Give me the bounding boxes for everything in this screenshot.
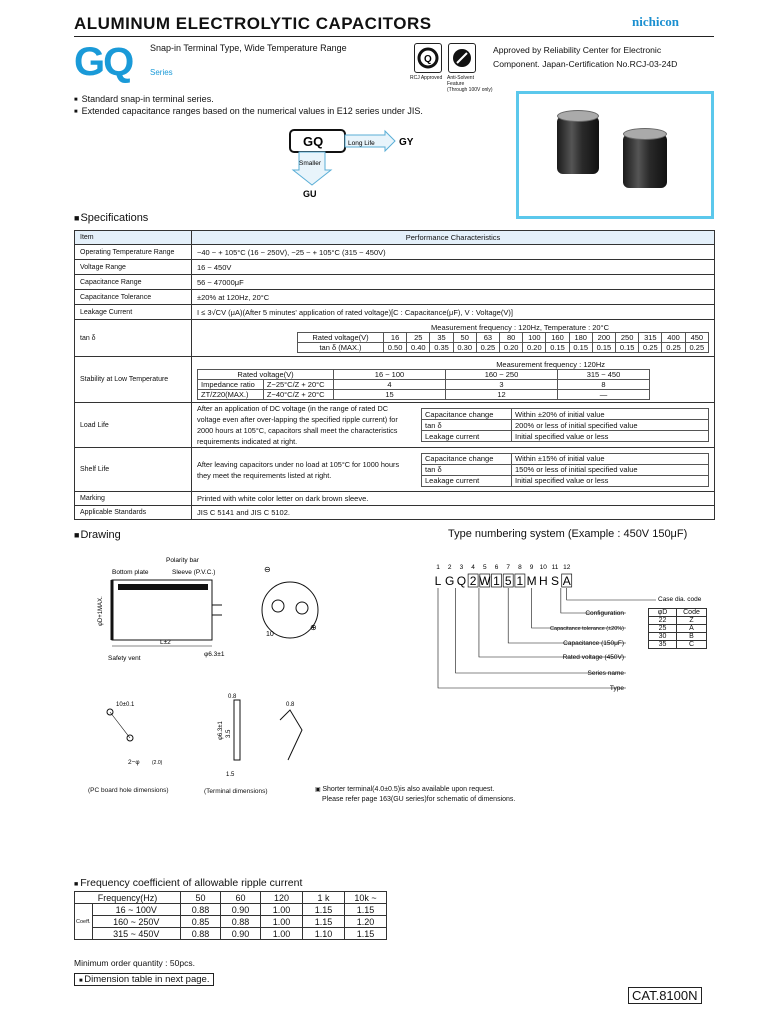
spec-value: I ≤ 3√CV (μA)(After 5 minutes' application of rated voltage)[C : Capacitance(μF), V : Voltage(V)] [192,305,715,320]
leader-line [532,588,626,628]
case-cell: A [677,625,707,633]
tan-volt-cell: 200 [592,333,615,343]
spec-head-perf: Performance Characteristics [192,231,715,245]
terminal-hole [296,602,308,614]
low-cell: 3 [446,379,558,389]
freq-cell: 1.00 [261,916,303,928]
hole-label: 2−φ [128,759,140,766]
code-character: G [445,574,455,588]
capacitor-image [557,116,599,174]
length-label: L±2 [160,639,171,646]
label-voltage: Rated voltage (450V) [562,654,624,661]
tan-volt-cell: 35 [430,333,453,343]
tan-volt-cell: 180 [569,333,592,343]
anti-solvent-line2: Feature [447,81,465,87]
bottom-plate-label: Bottom plate [112,569,149,576]
freq-cell: 1.15 [345,904,387,916]
pcb-spacing: 10±0.1 [116,702,135,708]
feature-item: ■ Extended capacitance ranges based on the numerical values in E12 series under JIS. [74,106,423,118]
rcj-badge [414,43,442,73]
code-characters [435,574,572,588]
freq-cell: 1.00 [261,904,303,916]
position-number: 12 [563,564,571,571]
load-v: 200% or less of initial specified value [512,420,709,431]
freq-cell: 0.88 [181,928,221,940]
freq-head: 120 [261,892,303,904]
freq-head: Frequency(Hz) [75,892,181,904]
position-number: 6 [494,564,499,571]
pin-d63: φ6.3±1 [218,721,224,740]
spec-label: Load Life [75,403,192,448]
case-code-title: Case dia. code [658,596,702,603]
tan-value-cell: 0.25 [685,343,708,353]
freq-heading: ■ Frequency coefficient of allowable ripple current [74,877,303,889]
shelf-v: Initial specified value or less [512,475,709,486]
spec-label: Leakage Current [75,305,192,320]
spec-head-item: Item [75,231,192,245]
note-1-text: Shorter terminal(4.0±0.5)is also available upon request. [322,786,495,793]
load-k: Leakage current [422,431,512,442]
rcj-icon [415,44,441,72]
shelf-k: Capacitance change [422,453,512,464]
minimum-order: Minimum order quantity : 50pcs. [74,958,195,968]
polarity-bar [118,584,208,590]
case-cell: 30 [649,633,677,641]
tan-table [297,332,709,353]
tan-volt-row [298,333,709,343]
coeff-label: Coeff. [75,904,93,940]
anti-solvent-line1: Anti-Solvent [447,75,474,81]
terminal-pin [234,700,240,760]
anti-solvent-line3: (Through 100V only) [447,87,493,93]
case-cell: 22 [649,617,677,625]
freq-head: 60 [221,892,261,904]
tan-volt-cell: 16 [384,333,407,343]
freq-cell: 0.90 [221,904,261,916]
terminal [212,605,222,615]
tan-value-cell: 0.25 [476,343,499,353]
load-v: Within ±20% of initial value [512,409,709,420]
terminal-caption: (Terminal dimensions) [204,788,268,795]
pcb-terminal-drawing [90,690,330,785]
position-number: 7 [506,564,511,571]
pin-width-a: 0.8 [228,694,237,700]
label-series: Series name [587,670,624,677]
position-numbers [436,564,571,571]
label-capacitance: Capacitance (150μF) [563,640,624,647]
code-character: A [562,574,571,588]
label-type: Type [609,685,624,692]
code-character: M [526,574,537,588]
tan-volt-cell: 160 [546,333,569,343]
case-code-table [648,608,707,649]
code-character: Q [456,574,467,588]
anti-solvent-badge [448,43,476,73]
terminal-hole [272,600,284,612]
bent-terminal [280,710,302,760]
polarity-label: Polarity bar [166,557,199,564]
spec-value: 16 ~ 450V [192,260,715,275]
series-relation-diagram [285,125,425,205]
low-r2-label: Z−40°C/Z + 20°C [263,389,333,399]
case-head: φD [649,609,677,617]
spec-label: Applicable Standards [75,506,192,520]
pcb-caption: (PC board hole dimensions) [88,787,169,794]
freq-cell: 0.85 [181,916,221,928]
tan-max-row [298,343,709,353]
phi-label: φD+1MAX. [98,596,104,626]
feature-item: ■ Standard snap-in terminal series. [74,94,423,106]
spec-label: Marking [75,492,192,506]
freq-heading-text: Frequency coefficient of allowable ripple current [80,877,303,889]
case-cell: 25 [649,625,677,633]
smaller-arrow [293,152,331,185]
freq-cell: 1.20 [345,916,387,928]
spec-label: Stability at Low Temperature [75,357,192,403]
spec-value: −40 ~ + 105°C (16 ~ 250V), −25 ~ + 105°C (315 ~ 450V) [192,245,715,260]
tan-volt-cell: 450 [685,333,708,343]
shelf-k: Leakage current [422,475,512,486]
long-life-label: Long Life [348,140,375,147]
gy-label: GY [399,137,414,148]
capacitor-top [557,110,599,122]
load-table [421,408,709,442]
code-character: 1 [516,574,524,588]
tan-rated-label: Rated voltage(V) [298,333,384,343]
tan-volt-cell: 315 [639,333,662,343]
position-number: 1 [436,564,440,571]
tan-value-cell: 0.20 [500,343,523,353]
drawing-heading: ■ Drawing [74,529,121,541]
spec-label: Capacitance Tolerance [75,290,192,305]
freq-head: 1 k [303,892,345,904]
plus-mark: ⊕ [310,623,317,632]
label-tolerance: Capacitance tolerance (±20%) [550,626,624,632]
position-number: 8 [518,564,522,571]
code-character: 5 [504,574,512,588]
low-cell: 8 [558,379,650,389]
freq-table [74,891,387,940]
title-rule [74,36,714,37]
minus-mark: ⊖ [264,565,271,574]
code-character: W [479,574,491,588]
case-cell: Z [677,617,707,625]
load-text: After an application of DC voltage (in the range of rated DC voltage even after over-lapping the specified ripple current) for 2000 hours at 105°C, capacitors shall meet the characteristics requirements indicated at right. [197,404,398,446]
spec-table [74,230,715,520]
d63-label: φ6.3±1 [204,651,225,658]
freq-cell: 1.15 [345,928,387,940]
tan-cell [192,320,715,357]
spacing-label: 10 [266,631,274,638]
position-number: 9 [529,564,534,571]
low-rated-label: Rated voltage(V) [198,369,334,379]
shelf-text: After leaving capacitors under no load at 105°C for 1000 hours they meet the requirements listed at right. [197,459,400,480]
sleeve-label: Sleeve (P.V.C.) [172,569,216,576]
low-col: 160 ~ 250 [446,369,558,379]
pin-base: 1.5 [226,772,235,778]
freq-head: 50 [181,892,221,904]
note-2: Please refer page 163(GU series)for schematic of dimensions. [322,796,516,803]
case-cell: C [677,641,707,649]
tan-value-cell: 0.15 [546,343,569,353]
series-word: Series [150,68,173,77]
position-number: 11 [551,564,559,571]
case-cell: B [677,633,707,641]
product-photo [516,91,714,219]
spec-label: Shelf Life [75,448,192,492]
freq-cell: 0.88 [221,916,261,928]
tan-max-label: tan δ (MAX.) [298,343,384,353]
freq-row-label: 315 ~ 450V [92,928,180,940]
shelf-v: 150% or less of initial specified value [512,464,709,475]
series-code: GQ [74,40,133,84]
code-character: S [550,574,560,588]
tan-value-cell: 0.50 [384,343,407,353]
anti-solvent-label [447,75,493,93]
spec-value: ±20% at 120Hz, 20°C [192,290,715,305]
low-temp-table [197,369,650,400]
shelf-cell [192,448,715,492]
spec-label: tan δ [75,320,192,357]
spec-label: Operating Temperature Range [75,245,192,260]
tan-value-cell: 0.25 [639,343,662,353]
approval-line1: Approved by Reliability Center for Electronic [493,45,662,55]
capacitor-image [623,134,667,188]
freq-cell: 1.15 [303,904,345,916]
anti-solvent-icon [449,44,475,72]
tan-note: Measurement frequency : 120Hz, Temperature : 20°C [431,323,609,332]
case-cell: 35 [649,641,677,649]
low-cell: — [558,389,650,399]
spec-label: Capacitance Range [75,275,192,290]
capacitor-outline-drawing [90,550,350,670]
code-character: L [434,574,442,588]
freq-cell: 0.90 [221,928,261,940]
tan-value-cell: 0.30 [453,343,476,353]
freq-head: 10k ~ [345,892,387,904]
tan-volt-cell: 80 [500,333,523,343]
shelf-table [421,453,709,487]
hole-tol: (2.0) [152,760,163,766]
position-number: 2 [447,564,452,571]
freq-cell: 1.15 [303,916,345,928]
case-code-leader [567,588,656,600]
approval-text [493,43,723,71]
pcb-line [110,712,130,738]
spec-value: JIS C 5141 and JIS C 5102. [192,506,715,520]
spec-label: Voltage Range [75,260,192,275]
load-v: Initial specified value or less [512,431,709,442]
page-title: ALUMINUM ELECTROLYTIC CAPACITORS [74,14,432,33]
low-imp-label: ZT/Z20(MAX.) [198,389,264,399]
pin-length: 3.5 [226,729,232,738]
feature-list [74,94,423,118]
note-1: ▣ Shorter terminal(4.0±0.5)is also available upon request. [315,786,495,793]
label-configuration: Configuration [585,610,624,617]
freq-row-label: 160 ~ 250V [92,916,180,928]
approval-line2: Component. Japan-Certification No.RCJ-03-24D [493,59,678,69]
freq-cell: 1.00 [261,928,303,940]
series-subtitle: Snap-in Terminal Type, Wide Temperature Range [150,43,347,53]
spec-value: Printed with white color letter on dark brown sleeve. [192,492,715,506]
spec-value: 56 ~ 47000μF [192,275,715,290]
low-cell: 4 [334,379,446,389]
freq-row-label: 16 ~ 100V [92,904,180,916]
code-character: 2 [469,574,477,588]
position-number: 3 [459,564,464,571]
freq-cell: 0.88 [181,904,221,916]
catalog-number: CAT.8100N [628,987,702,1004]
shelf-v: Within ±15% of initial value [512,453,709,464]
tan-value-cell: 0.35 [430,343,453,353]
type-numbering-heading: Type numbering system (Example : 450V 150μF) [448,528,688,540]
low-r1-label: Z−25°C/Z + 20°C [263,379,333,389]
drawing-notes [315,785,515,805]
dimension-note: ■ Dimension table in next page. [74,973,214,986]
tan-volt-cell: 100 [523,333,546,343]
spec-heading: ■ Specifications [74,212,148,224]
svg-text:Q: Q [424,54,432,65]
tan-value-cell: 0.20 [523,343,546,353]
low-temp-cell [192,357,715,403]
shelf-k: tan δ [422,464,512,475]
freq-cell: 1.10 [303,928,345,940]
load-k: Capacitance change [422,409,512,420]
load-cell [192,403,715,448]
code-character: H [538,574,548,588]
low-cell: 15 [334,389,446,399]
gq-box-label: GQ [303,134,324,149]
capacitor-top [623,128,667,140]
tan-value-cell: 0.25 [662,343,685,353]
tan-volt-cell: 250 [616,333,639,343]
low-temp-note: Measurement frequency : 120Hz [496,359,605,369]
case-head: Code [677,609,707,617]
tan-volt-cell: 25 [407,333,430,343]
rcj-label: RCJ Approved [410,75,443,81]
dimension-note-text: Dimension table in next page. [84,974,210,985]
low-col: 315 ~ 450 [558,369,650,379]
tan-volt-cell: 400 [662,333,685,343]
tan-value-cell: 0.15 [616,343,639,353]
tan-volt-cell: 50 [453,333,476,343]
code-character: 1 [493,574,500,588]
position-number: 5 [482,564,487,571]
low-imp-label: Impedance ratio [198,379,264,389]
pin-width-b: 0.8 [286,702,295,708]
tan-volt-cell: 63 [476,333,499,343]
tan-value-cell: 0.15 [592,343,615,353]
tan-value-cell: 0.15 [569,343,592,353]
gu-label: GU [303,189,317,199]
position-number: 10 [539,564,547,571]
tan-value-cell: 0.40 [407,343,430,353]
position-number: 4 [471,564,475,571]
safety-vent-label: Safety vent [108,655,141,662]
low-col: 16 ~ 100 [334,369,446,379]
load-k: tan δ [422,420,512,431]
brand-logo: nichicon [632,14,679,29]
smaller-label: Smaller [299,160,322,167]
low-cell: 12 [446,389,558,399]
